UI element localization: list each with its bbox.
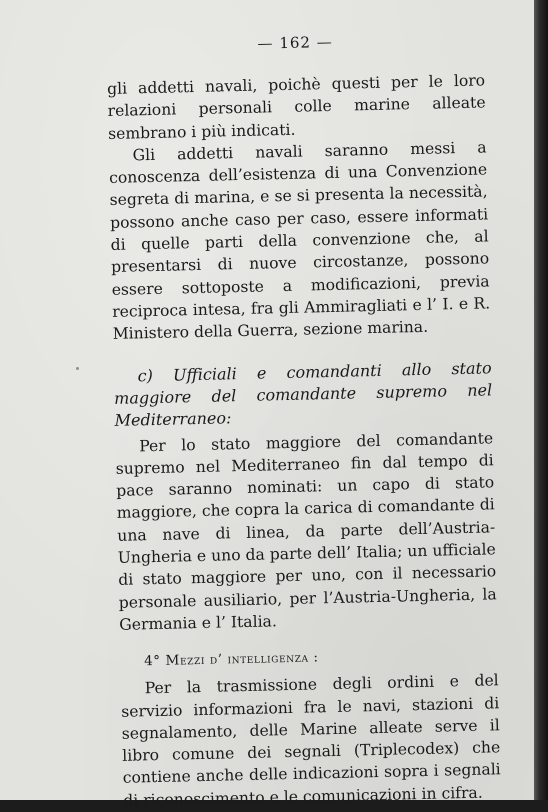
section-c-heading: c) Ufficiali e comandanti allo stato maggiore del comandante supremo nel Mediterraneo: (113, 357, 493, 430)
page-content (106, 29, 501, 811)
paragraph-1: gli addetti navali, poichè questi per le loro relazioni personali colle marine alleate sembrano i più indicati. (106, 71, 486, 143)
section-4-heading: 4° Mezzi d’ intelligenza : (143, 649, 319, 670)
scan-border (534, 0, 548, 800)
paragraph-2: Gli addetti navali saranno messi a conoscenza dell’esistenza di una Convenzione segreta di marina, e se si presenta la necessità, possono anche caso per caso, essere informati di quelle parti della convenzione che, al presentarsi di nuove circostanze, possono essere sottoposte a modificazioni, previa reciproca intesa, fra gli Ammiragliati e l’ I. e R. Ministero della Guerra, sezione marina. (108, 138, 491, 344)
page-number: — 162 — (257, 32, 333, 53)
paragraph-4: Per la trasmissione degli ordini e del servizio informazioni fra le navi, stazioni di segnalamento, delle Marine alleate serve il libro comune dei segnali (Triplecodex) che contiene anche delle indicazioni sopra i segnali di riconoscimento e le comunicazioni in cifra. (121, 671, 501, 810)
paragraph-3: Per lo stato maggiore del comandante supremo nel Mediterraneo fin dal tempo di pace saranno nominati: un capo di stato maggiore, che copra la carica di comandante di una nave di linea, da parte dell’Austria-Ungheria e uno da parte dell’ Italia; un ufficiale di stato maggiore per uno, con il necessario personale ausiliario, per l’Austria-Ungheria, la Germania e l’ Italia. (115, 428, 497, 634)
ink-speck (76, 367, 79, 370)
